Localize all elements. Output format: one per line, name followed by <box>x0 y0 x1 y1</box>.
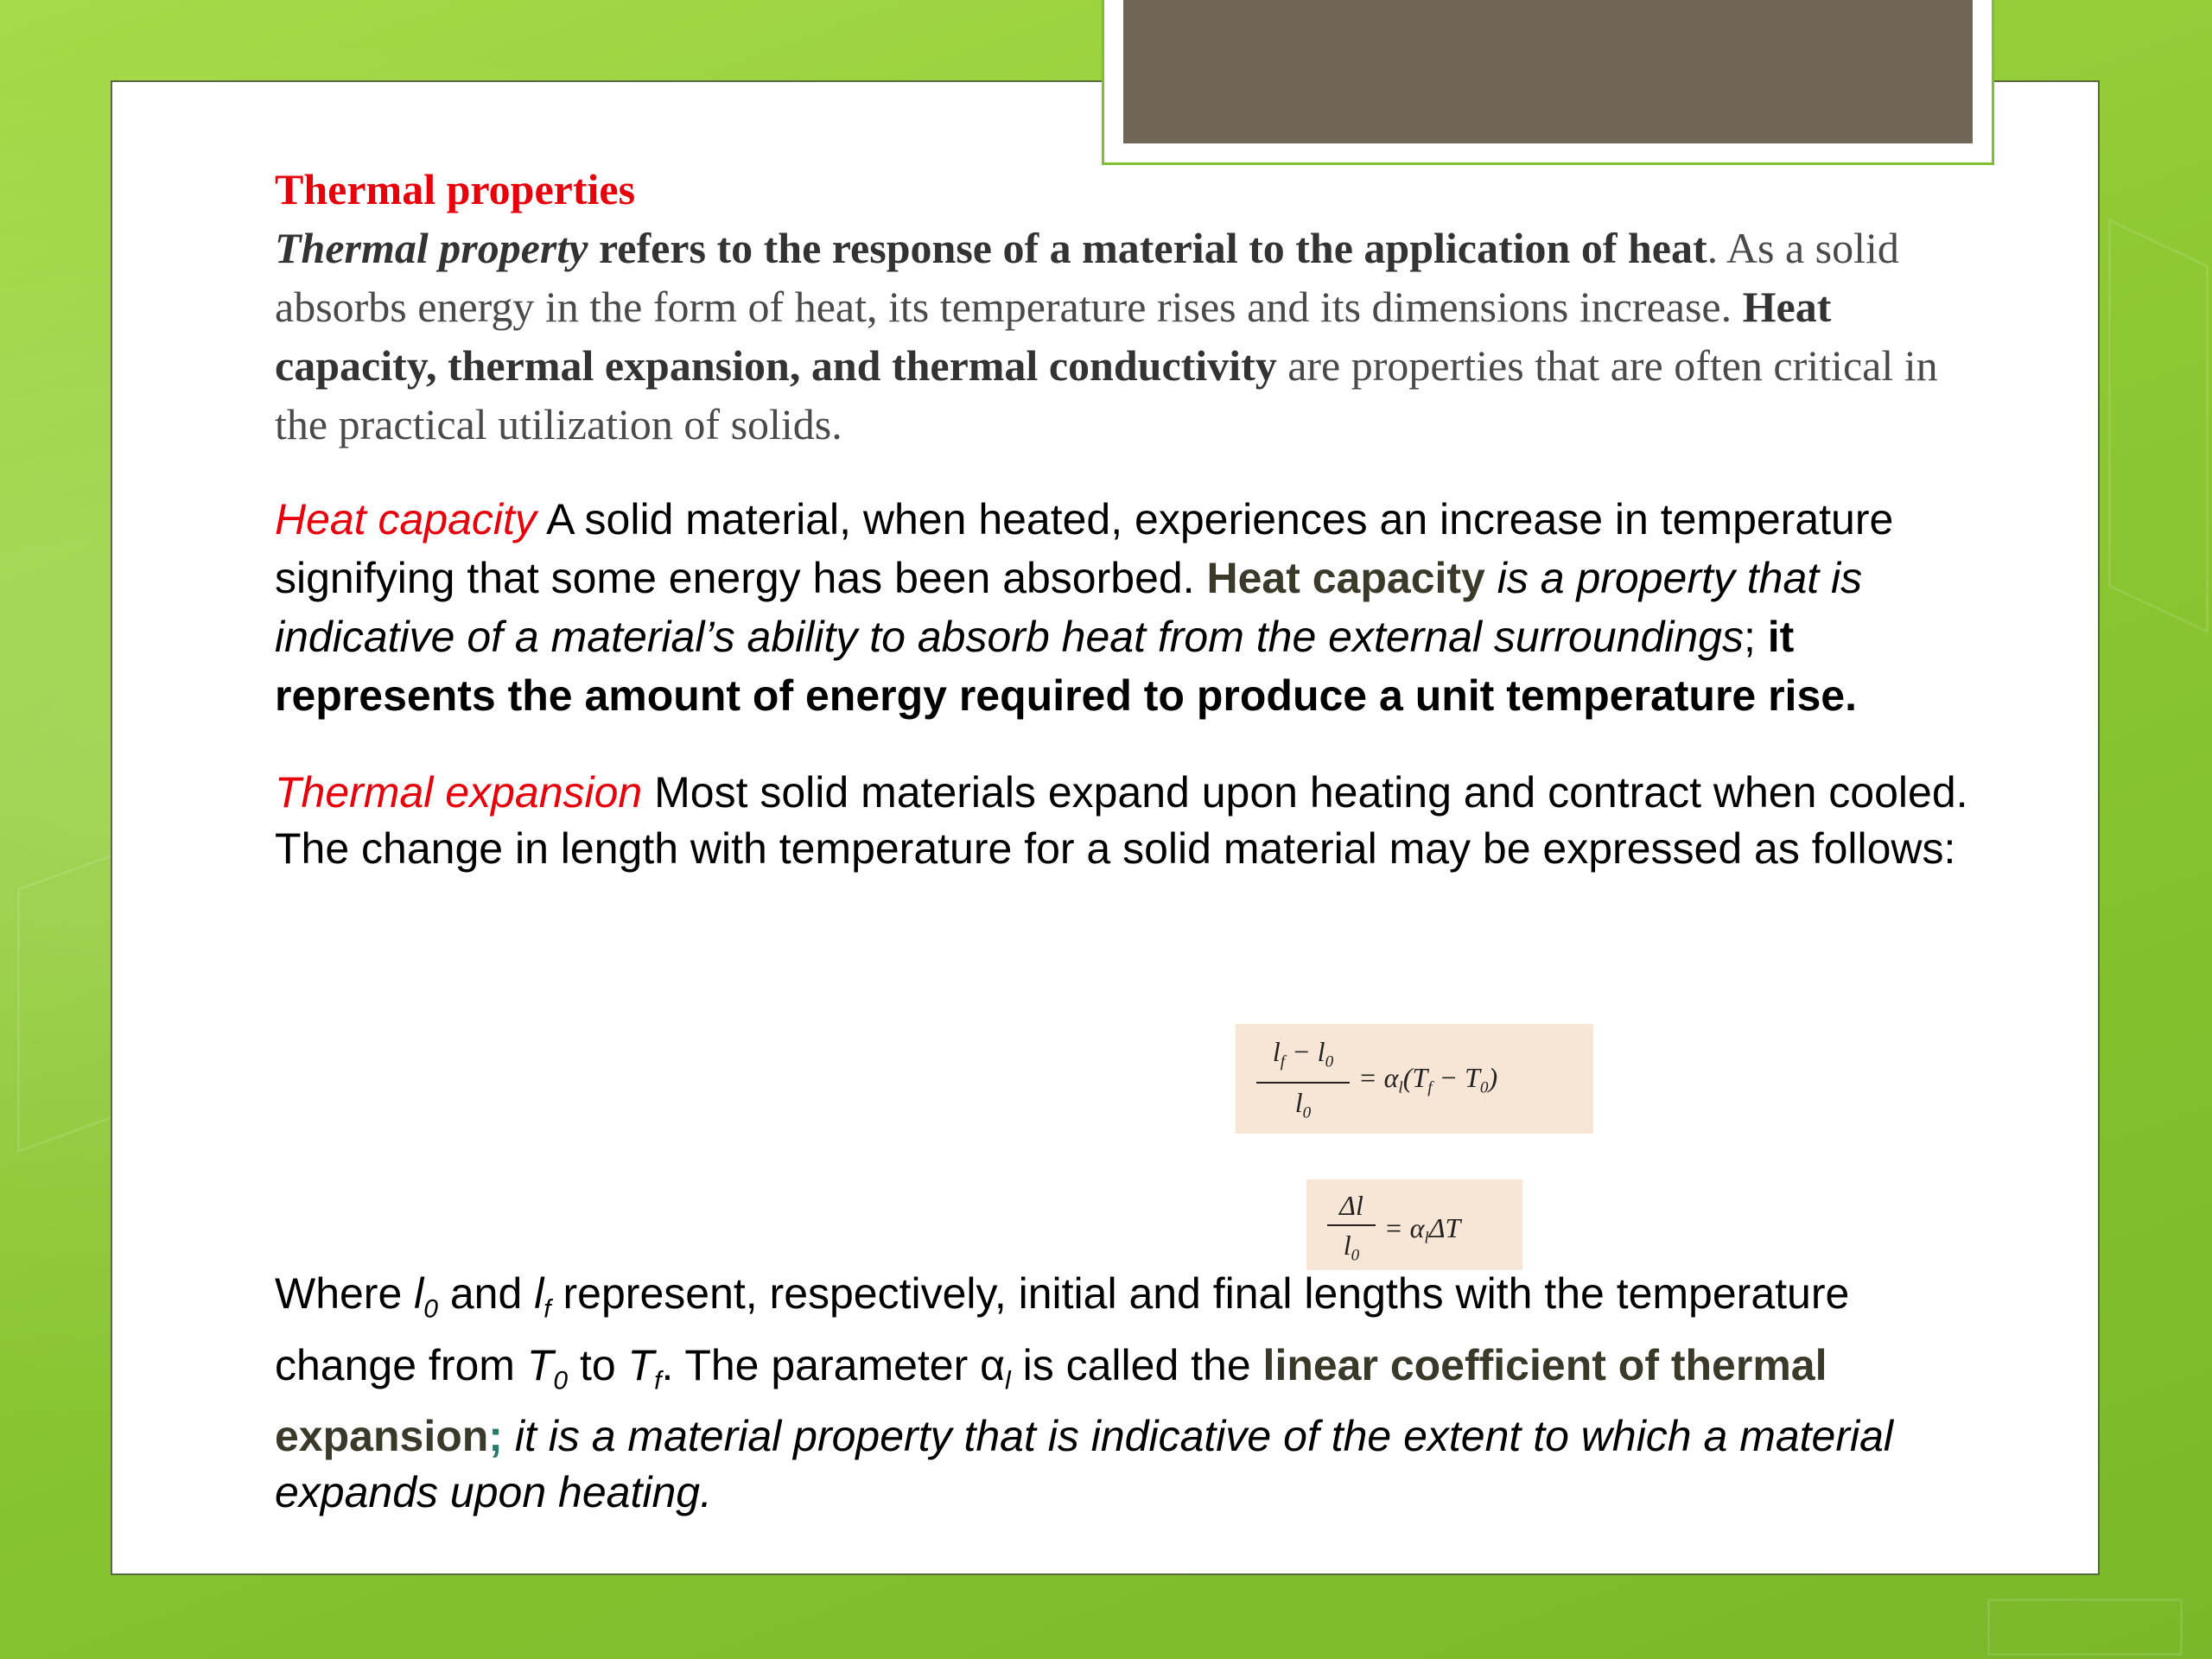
equation-2-rhs: = $\alpha_l\Delta T$ <box>1384 1212 1461 1248</box>
symbol-T0: $T_0$ <box>526 1340 569 1395</box>
linear-coefficient-term: linear coefficient of thermal expansion <box>275 1340 1827 1460</box>
slide-body <box>275 160 1968 877</box>
paragraph-heat-capacity <box>275 490 1968 725</box>
heat-capacity-bold: Heat capacity <box>1206 554 1485 602</box>
term-thermal-expansion: Thermal expansion <box>275 768 643 817</box>
represent-text: represent, respectively, initial and final lengths with the temperature change from <box>275 1269 1850 1389</box>
equation-1-rhs: = $\alpha_l(T_f - T_0)$ <box>1358 1062 1498 1097</box>
equation-1-fraction <box>1256 1036 1350 1128</box>
equation-2-denominator: $l_0$ <box>1343 1230 1360 1265</box>
where-text: Where <box>275 1269 415 1318</box>
heading-thermal-properties: Thermal properties <box>275 165 636 213</box>
term-heat-capacity: Heat capacity <box>275 495 537 543</box>
background-hexagon-3 <box>1987 1599 2183 1656</box>
equation-2-numerator: Δl <box>1339 1190 1363 1221</box>
symbol-lf: $l_f$ <box>534 1269 551 1324</box>
parameter-text: . The parameter α <box>661 1340 1006 1389</box>
paragraph-thermal-properties <box>275 160 1968 454</box>
alpha-subscript: l <box>1005 1366 1011 1395</box>
equation-thermal-expansion-full <box>1236 1024 1593 1134</box>
definition-text: refers to the response of a material to the application of heat <box>588 224 1707 272</box>
term-thermal-property: Thermal property <box>275 224 588 272</box>
body-text-1: As a solid absorbs energy in the form of heat, its temperature rises and its dimensions increase. <box>275 224 1899 331</box>
background-hexagon-2 <box>2108 219 2209 633</box>
and-text: and <box>437 1269 535 1318</box>
semicolon: ; <box>488 1412 503 1460</box>
equation-1-denominator: $l_0$ <box>1294 1086 1312 1122</box>
title-placeholder-box <box>1123 0 1973 143</box>
heat-capacity-italic: is a property that is indicative of a material’s ability to absorb heat from the external surroundings <box>275 554 1863 661</box>
definition-end: . <box>1707 224 1719 272</box>
to-text: to <box>568 1340 628 1389</box>
equation-1-numerator: $l_f - l_0$ <box>1272 1036 1334 1071</box>
symbol-Tf: $T_f$ <box>627 1340 662 1395</box>
paragraph-thermal-expansion <box>275 765 1968 877</box>
coefficient-description: it is a material property that is indicative of the extent to which a material expands upon heating. <box>275 1412 1894 1516</box>
heat-capacity-separator: ; <box>1743 613 1768 661</box>
body-text-2: are properties that are often critical in the practical utilization of solids. <box>275 341 1938 448</box>
heat-capacity-text: A solid material, when heated, experiences an increase in temperature signifying that some energy has been absorbed. <box>275 495 1894 602</box>
called-text: is called the <box>1010 1340 1263 1389</box>
bold-properties-list: Heat capacity, thermal expansion, and thermal conductivity <box>275 283 1832 390</box>
symbol-l0: $l_0$ <box>414 1269 438 1324</box>
equation-2-fraction <box>1327 1190 1376 1272</box>
thermal-expansion-text: Most solid materials expand upon heating and contract when cooled. The change in length with temperature for a solid material may be expressed as follows: <box>275 768 1968 873</box>
paragraph-coefficient-definition <box>275 1266 1968 1521</box>
equation-thermal-expansion-short <box>1306 1179 1522 1270</box>
heat-capacity-definition: it represents the amount of energy required to produce a unit temperature rise. <box>275 613 1857 720</box>
